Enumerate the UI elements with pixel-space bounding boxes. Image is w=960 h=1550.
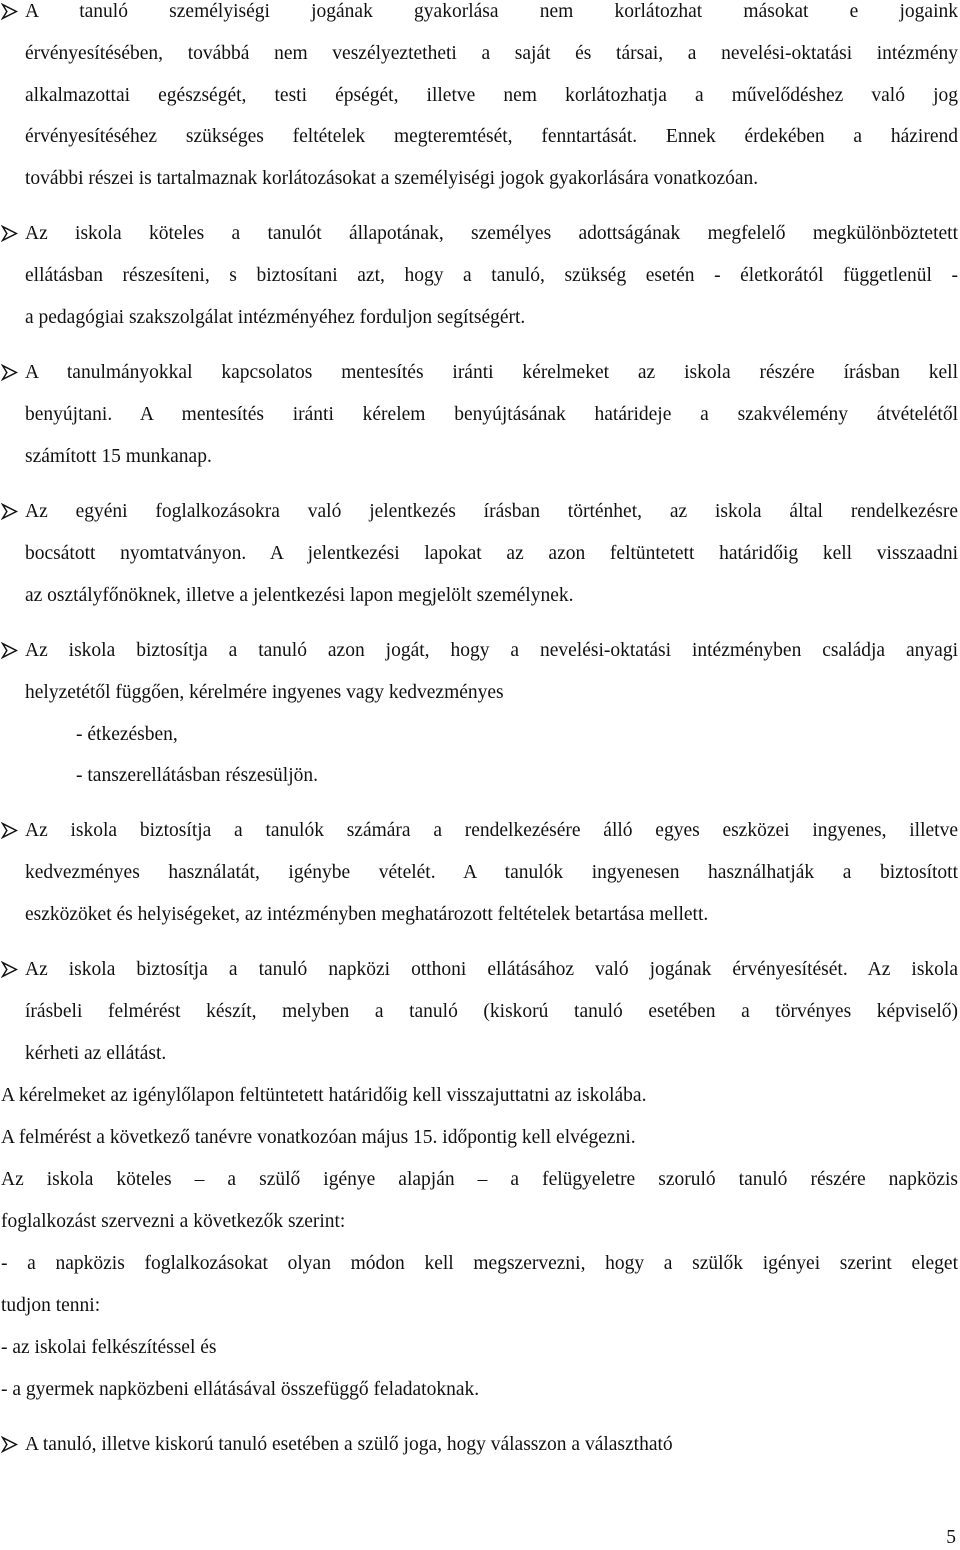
- paragraph-1-line-2: érvényesítésében, továbbá nem veszélyeztetheti a saját és társai, a nevelési-oktatási intézmény: [25, 43, 958, 64]
- arrowhead-bullet-icon: [1, 3, 18, 20]
- body-line-4: foglalkozást szervezni a következők szerint:: [1, 1211, 346, 1232]
- paragraph-3-line-1: A tanulmányokkal kapcsolatos mentesítés iránti kérelmeket az iskola részére írásban kell: [25, 362, 958, 383]
- body-line-6: tudjon tenni:: [1, 1295, 101, 1316]
- paragraph-7-line-1: Az iskola biztosítja a tanuló napközi otthoni ellátásához való jogának érvényesítését. Az iskola: [25, 959, 958, 980]
- paragraph-7-line-2: írásbeli felmérést készít, melyben a tanuló (kiskorú tanuló esetében a törvényes képviselő): [25, 1001, 958, 1022]
- body-line-5: - a napközis foglalkozásokat olyan módon kell megszervezni, hogy a szülők igényei szerint eleget: [1, 1253, 958, 1274]
- paragraph-4-line-2: bocsátott nyomtatványon. A jelentkezési lapokat az azon feltüntetett határidőig kell visszaadni: [25, 543, 958, 564]
- arrowhead-bullet-icon: [1, 642, 18, 659]
- paragraph-7-line-3: kérheti az ellátást.: [25, 1043, 167, 1064]
- body-line-7: - az iskolai felkészítéssel és: [1, 1337, 217, 1358]
- paragraph-6-line-1: Az iskola biztosítja a tanulók számára a rendelkezésére álló egyes eszközei ingyenes, illetve: [25, 820, 958, 841]
- paragraph-5-sublist-item-2: - tanszerellátásban részesüljön.: [76, 765, 319, 786]
- paragraph-3-line-2: benyújtani. A mentesítés iránti kérelem benyújtásának határideje a szakvélemény átvételétől: [25, 404, 958, 425]
- arrowhead-bullet-icon: [1, 225, 18, 242]
- paragraph-6-line-2: kedvezményes használatát, igénybe vételét. A tanulók ingyenesen használhatják a biztosított: [25, 862, 958, 883]
- arrowhead-bullet-icon: [1, 364, 18, 381]
- arrowhead-bullet-icon: [1, 961, 18, 978]
- arrowhead-bullet-icon: [1, 822, 18, 839]
- paragraph-2-line-2: ellátásban részesíteni, s biztosítani azt, hogy a tanuló, szükség esetén - életkorától függetlenül -: [25, 265, 958, 286]
- paragraph-2-line-1: Az iskola köteles a tanulót állapotának, személyes adottságának megfelelő megkülönböztetett: [25, 223, 958, 244]
- page-number: 5: [946, 1527, 956, 1548]
- paragraph-1-line-3: alkalmazottai egészségét, testi épségét, illetve nem korlátozhatja a művelődéshez való jog: [25, 85, 958, 106]
- paragraph-1-line-5: további részei is tartalmaznak korlátozásokat a személyiségi jogok gyakorlására vonatkozóan.: [25, 168, 759, 189]
- paragraph-4-line-1: Az egyéni foglalkozásokra való jelentkezés írásban történhet, az iskola által rendelkezésre: [25, 501, 958, 522]
- paragraph-1-line-4: érvényesítéséhez szükséges feltételek megteremtését, fenntartását. Ennek érdekében a házirend: [25, 126, 958, 147]
- paragraph-5-line-1: Az iskola biztosítja a tanuló azon jogát, hogy a nevelési-oktatási intézményben családja anyagi: [25, 640, 958, 661]
- paragraph-1-line-1: A tanuló személyiségi jogának gyakorlása nem korlátozhat másokat e jogaink: [25, 1, 958, 22]
- paragraph-3-line-3: számított 15 munkanap.: [25, 446, 212, 467]
- paragraph-5-line-2: helyzetétől függően, kérelmére ingyenes vagy kedvezményes: [25, 682, 504, 703]
- paragraph-5-sublist-item-1: - étkezésben,: [76, 724, 178, 745]
- body-line-3: Az iskola köteles – a szülő igénye alapján – a felügyeletre szoruló tanuló részére napközis: [1, 1169, 958, 1190]
- paragraph-9-line-1: A tanuló, illetve kiskorú tanuló esetében a szülő joga, hogy válasszon a választható: [25, 1434, 673, 1455]
- arrowhead-bullet-icon: [1, 1436, 18, 1453]
- body-line-2: A felmérést a következő tanévre vonatkozóan május 15. időpontig kell elvégezni.: [1, 1127, 636, 1148]
- body-line-1: A kérelmeket az igénylőlapon feltüntetett határidőig kell visszajuttatni az iskolába.: [1, 1085, 647, 1106]
- paragraph-2-line-3: a pedagógiai szakszolgálat intézményéhez forduljon segítségért.: [25, 307, 526, 328]
- paragraph-6-line-3: eszközöket és helyiségeket, az intézményben meghatározott feltételek betartása mellett.: [25, 904, 709, 925]
- arrowhead-bullet-icon: [1, 503, 18, 520]
- body-line-8: - a gyermek napközbeni ellátásával összefüggő feladatoknak.: [1, 1379, 480, 1400]
- paragraph-4-line-3: az osztályfőnöknek, illetve a jelentkezési lapon megjelölt személynek.: [25, 585, 574, 606]
